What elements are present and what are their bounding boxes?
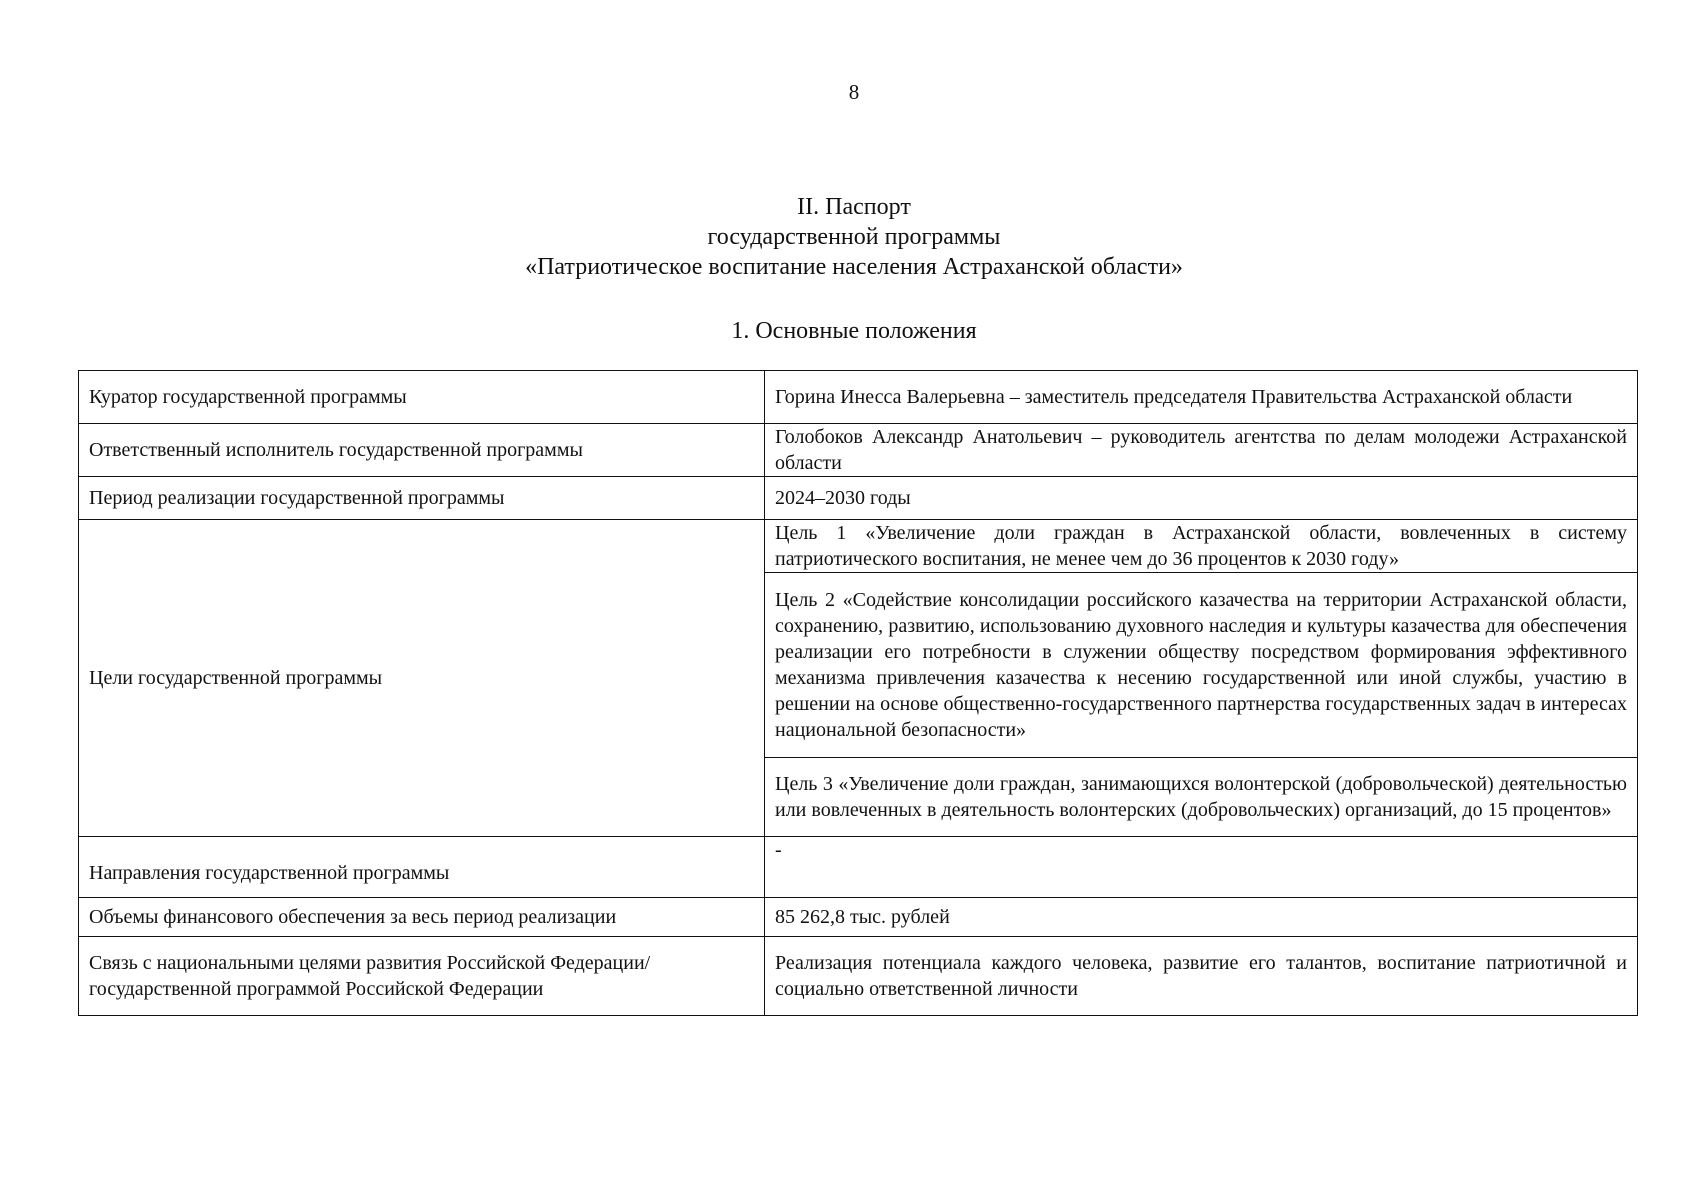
passport-table (78, 370, 1638, 1016)
funding-value: 85 262,8 тыс. рублей (765, 898, 1638, 937)
section-heading: 1. Основные положения (731, 318, 977, 344)
goal-2: Цель 2 «Содействие консолидации российского казачества на территории Астраханской области, сохранению, развитию, использованию духовного наследия и культуры казачества для обеспечения реализации его потребности в служении обществу посредством формирования эффективного механизма привлечения казачества к несению государственной или иной службы, участию в решении на основе общественно-государственного партнерства государственных задач в интересах национальной безопасности» (765, 573, 1638, 758)
curator-value: Горина Инесса Валерьевна – заместитель председателя Правительства Астраханской области (765, 371, 1638, 424)
period-label: Период реализации государственной программы (79, 477, 765, 520)
title-line-2: государственной программы (707, 224, 1001, 250)
goal-1: Цель 1 «Увеличение доли граждан в Астраханской области, вовлеченных в систему патриотического воспитания, не менее чем до 36 процентов к 2030 году» (765, 520, 1638, 573)
national-goals-value: Реализация потенциала каждого человека, развитие его талантов, воспитание патриотичной и социально ответственной личности (765, 937, 1638, 1016)
document-title (0, 192, 1708, 282)
national-goals-label: Связь с национальными целями развития Российской Федерации/ государственной программой Российской Федерации (79, 937, 765, 1016)
table-row (79, 371, 1638, 424)
executor-label: Ответственный исполнитель государственной программы (79, 424, 765, 477)
goals-label: Цели государственной программы (79, 520, 765, 837)
table-row (79, 477, 1638, 520)
page-number: 8 (848, 80, 860, 104)
executor-value: Голобоков Александр Анатольевич – руководитель агентства по делам молодежи Астраханской области (765, 424, 1638, 477)
table-row (79, 424, 1638, 477)
funding-label: Объемы финансового обеспечения за весь период реализации (79, 898, 765, 937)
title-line-1: II. Паспорт (797, 194, 911, 220)
curator-label: Куратор государственной программы (79, 371, 765, 424)
title-line-3: «Патриотическое воспитание населения Астраханской области» (525, 254, 1183, 280)
directions-value: - (765, 837, 1638, 898)
table-row (79, 937, 1638, 1016)
period-value: 2024–2030 годы (765, 477, 1638, 520)
table-row (79, 898, 1638, 937)
table-row (79, 520, 1638, 573)
goal-3: Цель 3 «Увеличение доли граждан, занимающихся волонтерской (добровольческой) деятельностью или вовлеченных в деятельность волонтерских (добровольческих) организаций, до 15 процентов» (765, 758, 1638, 837)
directions-label: Направления государственной программы (79, 837, 765, 898)
table-row (79, 837, 1638, 898)
